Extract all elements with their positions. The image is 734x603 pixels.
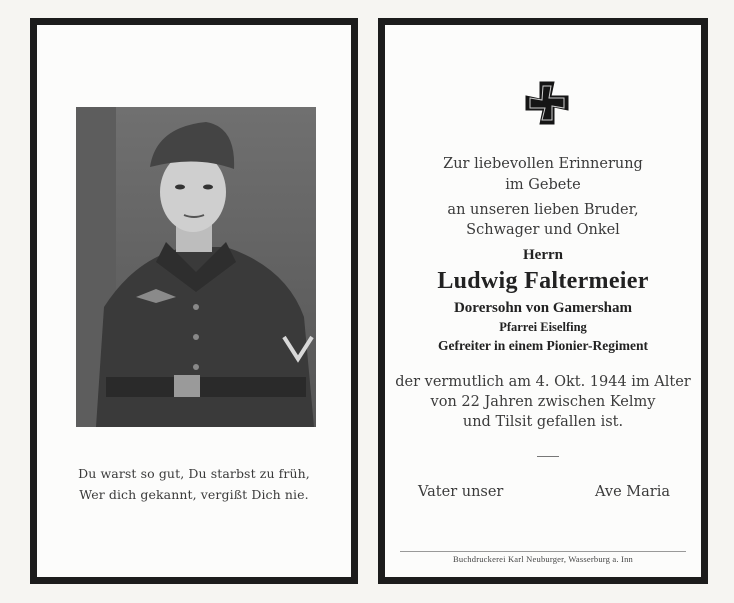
intro-line-3: an unseren lieben Bruder,	[447, 202, 639, 218]
prayer-ave-maria: Ave Maria	[595, 484, 670, 500]
intro-line-2: im Gebete	[505, 177, 581, 193]
death-line-1: der vermutlich am 4. Okt. 1944 im Alter	[395, 374, 691, 390]
memorial-card-left	[30, 18, 358, 584]
memorial-card-right	[378, 18, 708, 584]
soldier-portrait	[76, 107, 316, 427]
honorific: Herrn	[523, 247, 563, 263]
printer-credit: Buchdruckerei Karl Neuburger, Wasserburg a. Inn	[453, 554, 633, 564]
portrait-image	[76, 107, 316, 427]
prayer-vater-unser: Vater unser	[418, 484, 504, 500]
iron-cross-icon	[524, 80, 570, 126]
memorial-verse-line-1: Du warst so gut, Du starbst zu früh,	[78, 466, 310, 481]
intro-line-1: Zur liebevollen Erinnerung	[443, 156, 643, 172]
intro-line-4: Schwager und Onkel	[466, 222, 620, 238]
deceased-name: Ludwig Faltermeier	[437, 268, 649, 294]
death-line-3: und Tilsit gefallen ist.	[462, 414, 624, 430]
origin-line: Dorersohn von Gamersham	[453, 300, 633, 316]
death-line-2: von 22 Jahren zwischen Kelmy	[430, 394, 656, 410]
section-divider	[537, 456, 559, 457]
footer-divider	[400, 551, 686, 552]
parish-line: Pfarrei Eiselfing	[499, 320, 587, 334]
rank-line: Gefreiter in einem Pionier-Regiment	[437, 338, 649, 353]
memorial-verse-line-2: Wer dich gekannt, vergißt Dich nie.	[79, 487, 309, 502]
